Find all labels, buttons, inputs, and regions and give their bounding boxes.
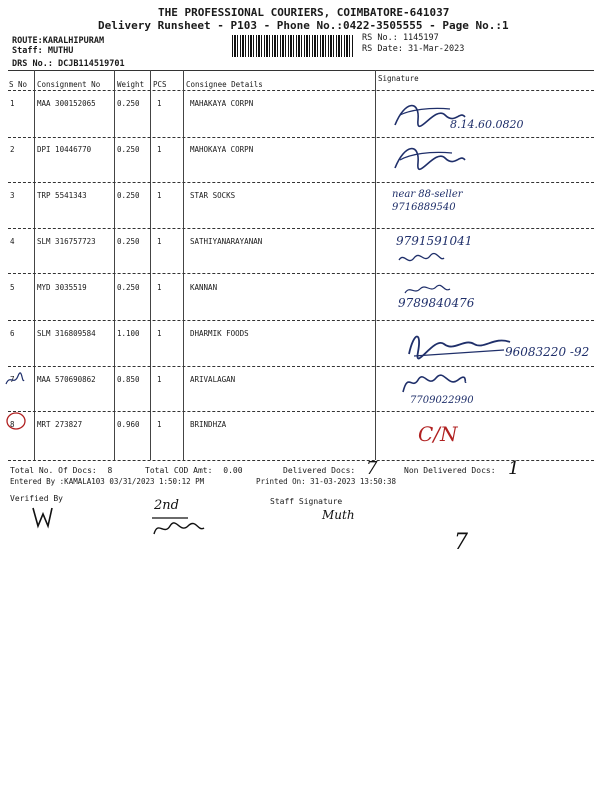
col-header-signature: Signature [378,74,419,83]
row-weight: 0.850 [117,375,140,384]
row-weight: 0.250 [117,237,140,246]
row-consignment: DPI 10446770 [37,145,92,154]
row-weight: 0.960 [117,420,140,429]
delivered-docs [283,466,355,475]
row-consignee: KANNAN [190,283,218,292]
row-sno: 4 [10,237,15,246]
row-consignee: BRINDHZA [190,420,227,429]
verified-scribble [30,504,54,530]
col-header-sno: S No [9,80,28,89]
verified-by-label: Verified By [10,494,63,503]
row-consignment: TRP 5541343 [37,191,87,200]
row-divider [8,182,594,183]
total-cod [145,466,243,475]
signature-note: 9791591041 [396,234,473,248]
runsheet-title: Delivery Runsheet - P103 - Phone No.:0422-3505555 - Page No.:1 [98,19,509,32]
row-divider [8,228,594,229]
non-delivered-label: Non Delivered Docs: [404,466,496,475]
column-divider [183,70,184,460]
entered-by: Entered By :KAMALA103 03/31/2023 1:50:12 PM [10,477,205,486]
row-weight: 0.250 [117,145,140,154]
row-consignment: MYD 3035519 [37,283,87,292]
non-delivered-docs [404,466,496,475]
delivered-value: 7 [366,458,378,479]
row-divider [8,137,594,138]
non-delivered-value: 1 [508,458,520,479]
row-weight: 0.250 [117,99,140,108]
col-header-weight: Weight [117,80,145,89]
row-consignee: STAR SOCKS [190,191,236,200]
row-weight: 0.250 [117,283,140,292]
row-pcs: 1 [157,145,162,154]
barcode [232,35,354,57]
row-consignee: SATHIYANARAYANAN [190,237,263,246]
cod-label: Total COD Amt: [145,466,213,475]
verified-note: 2nd [154,498,179,513]
column-divider [375,70,376,460]
route-label: ROUTE:KARALHIPURAM [12,36,105,46]
signature-note: 7709022990 [410,395,474,406]
row-pcs: 1 [157,283,162,292]
row-consignee: MAHOKAYA CORPN [190,145,254,154]
total-docs [10,466,112,475]
printed-on: Printed On: 31-03-2023 13:50:38 [256,477,396,486]
cod-value: 0.00 [223,466,243,475]
row-consignee: ARIVALAGAN [190,375,236,384]
row-pcs: 1 [157,191,162,200]
rs-number: RS No.: 1145197 [362,33,439,43]
delivered-label: Delivered Docs: [283,466,356,475]
signature-note: C/N [418,422,458,446]
row-divider [8,320,594,321]
signature-scribble [396,250,446,268]
row-divider [8,273,594,274]
row-divider [8,366,594,367]
row-consignment: MRT 273827 [37,420,83,429]
row-consignment: SLM 316757723 [37,237,96,246]
row-sno: 7 [10,375,15,384]
margin-mark: 7 [454,530,468,555]
column-divider [34,70,35,460]
staff-label: Staff: MUTHU [12,46,74,56]
signature-note: 9789840476 [398,296,475,310]
column-divider [150,70,151,460]
table-bottom-rule [8,460,594,461]
drs-number: DRS No.: DCJB114519701 [12,59,125,69]
signature-scribble [404,326,514,360]
row-sno: 3 [10,191,15,200]
header-rule [8,90,594,91]
total-docs-label: Total No. Of Docs: [10,466,97,475]
signature-scribble [398,370,468,396]
signature-note: 8.14.60.0820 [450,118,524,131]
row-divider [8,411,594,412]
signature-scribble [402,283,452,297]
staff-signature-label: Staff Signature [270,497,343,506]
company-title: THE PROFESSIONAL COURIERS, COIMBATORE-641037 [158,6,450,19]
row-consignee: MAHAKAYA CORPN [190,99,254,108]
row-pcs: 1 [157,375,162,384]
row-pcs: 1 [157,329,162,338]
margin-scribble [4,370,26,390]
row-pcs: 1 [157,237,162,246]
staff-signature: Muth [322,508,355,522]
signature-scribble [390,138,470,178]
verified-signature [148,514,208,540]
row-sno: 5 [10,283,15,292]
row-sno: 1 [10,99,15,108]
row-weight: 0.250 [117,191,140,200]
table-top-rule [8,70,594,71]
row-consignment: MAA 300152065 [37,99,96,108]
rs-date: RS Date: 31-Mar-2023 [362,44,465,54]
col-header-pcs: PCS [153,80,167,89]
row-sno: 8 [10,420,15,429]
row-consignee: DHARMIK FOODS [190,329,249,338]
col-header-consignment: Consignment No [37,80,101,89]
row-weight: 1.100 [117,329,140,338]
signature-note: near 88-seller 9716889540 [392,189,463,213]
total-docs-value: 8 [107,466,113,475]
row-consignment: MAA 570690862 [37,375,96,384]
row-pcs: 1 [157,420,162,429]
column-divider [114,70,115,460]
row-sno: 6 [10,329,15,338]
col-header-consignee: Consignee Details [186,80,263,89]
circle-mark [4,410,28,432]
row-sno: 2 [10,145,15,154]
signature-note: 96083220 -92 [505,345,590,359]
row-pcs: 1 [157,99,162,108]
row-consignment: SLM 316809584 [37,329,96,338]
